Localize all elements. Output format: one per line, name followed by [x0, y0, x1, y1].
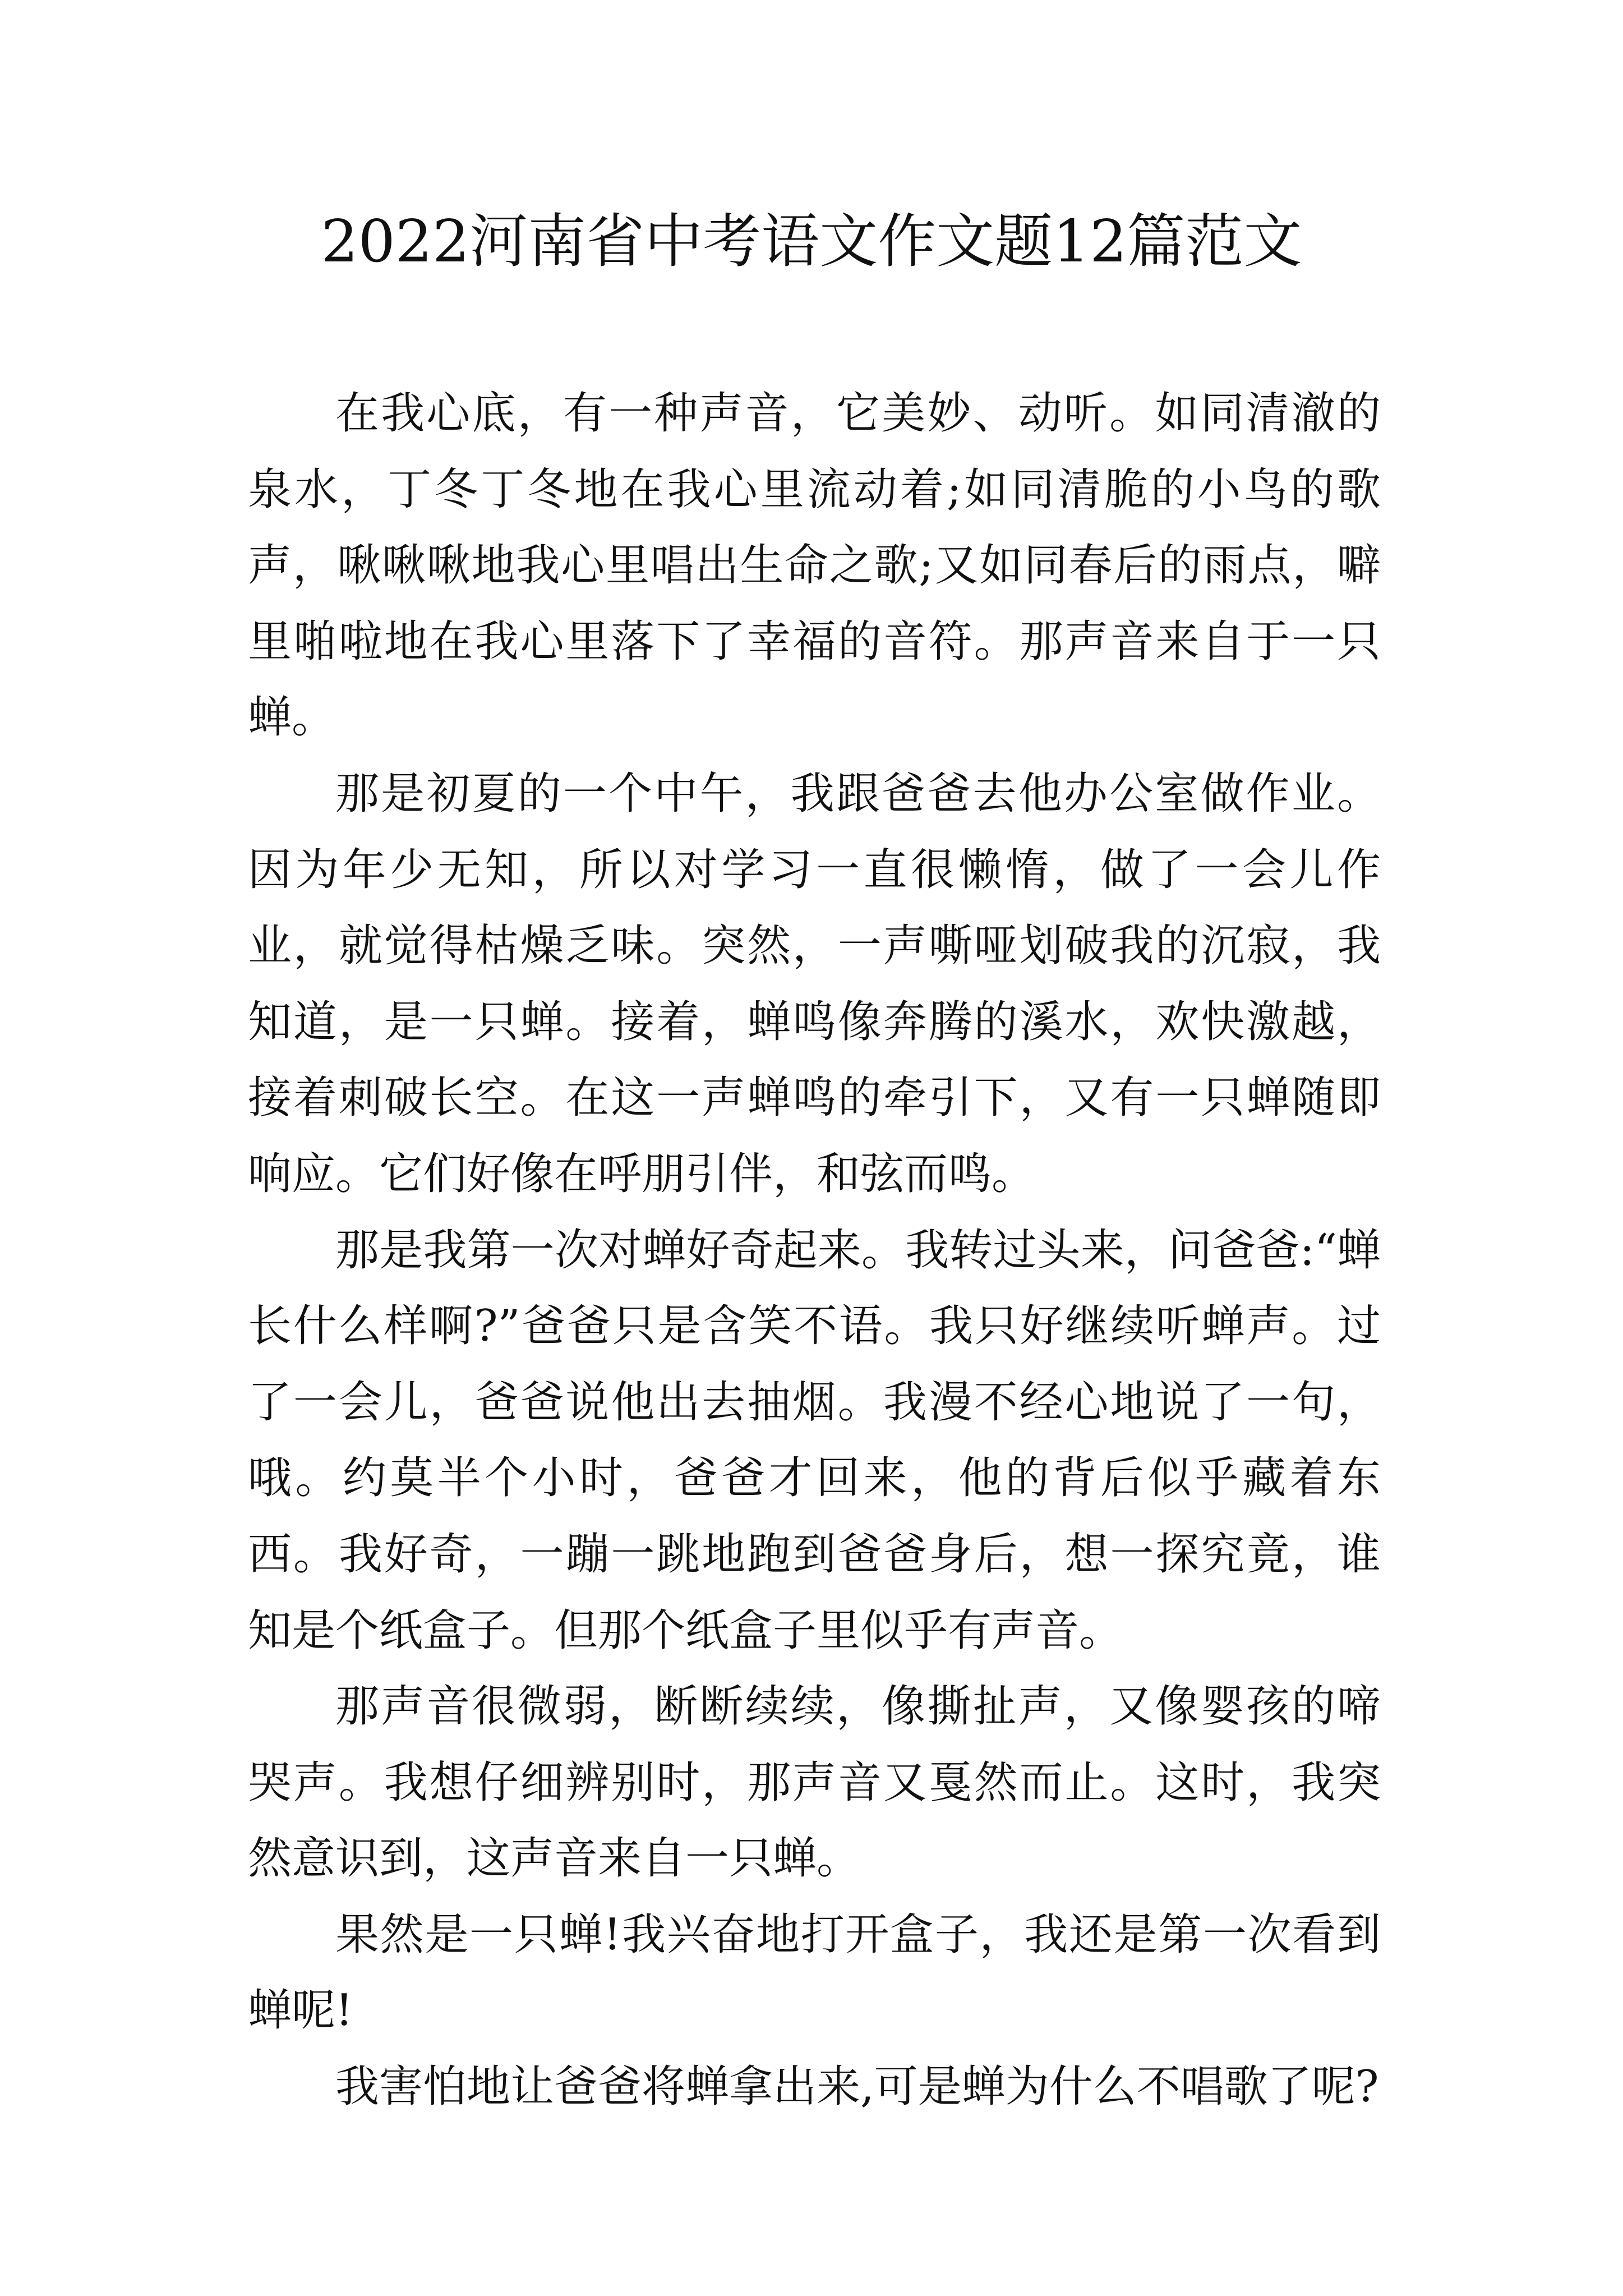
document-title: 2022河南省中考语文作文题12篇范文 — [321, 207, 1302, 275]
paragraph: 那是我第一次对蝉好奇起来。我转过头来，问爸爸:“蝉长什么样啊?”爸爸只是含笑不语。我只好继续听蝉声。过了一会儿，爸爸说他出去抽烟。我漫不经心地说了一句，哦。约莫半个小时，爸爸才回来，他的背后似乎藏着东西。我好奇，一蹦一跳地跑到爸爸身后，想一探究竟，谁知是个纸盒子。但那个纸盒子里似乎有声音。 — [248, 1225, 1381, 1656]
paragraph: 那是初夏的一个中午，我跟爸爸去他办公室做作业。因为年少无知，所以对学习一直很懒惰，做了一会儿作业，就觉得枯燥乏味。突然，一声嘶哑划破我的沉寂，我知道，是一只蝉。接着，蝉鸣像奔腾的溪水，欢快激越，接着刺破长空。在这一声蝉鸣的牵引下，又有一只蝉随即响应。它们好像在呼朋引伴，和弦而鸣。 — [248, 768, 1381, 1199]
paragraph: 我害怕地让爸爸将蝉拿出来,可是蝉为什么不唱歌了呢? — [335, 2062, 1379, 2113]
paragraph: 果然是一只蝉!我兴奋地打开盒子，我还是第一次看到蝉呢! — [248, 1909, 1381, 2036]
paragraph: 那声音很微弱，断断续续，像撕扯声，又像婴孩的啼哭声。我想仔细辨别时，那声音又戛然而止。这时，我突然意识到，这声音来自一只蝉。 — [248, 1681, 1381, 1884]
paragraph: 在我心底，有一种声音，它美妙、动听。如同清澈的泉水，丁冬丁冬地在我心里流动着;如同清脆的小鸟的歌声，啾啾啾地我心里唱出生命之歌;又如同春后的雨点，噼里啪啦地在我心里落下了幸福的音符。那声音来自于一只蝉。 — [248, 388, 1381, 743]
document-body — [248, 376, 1381, 2125]
